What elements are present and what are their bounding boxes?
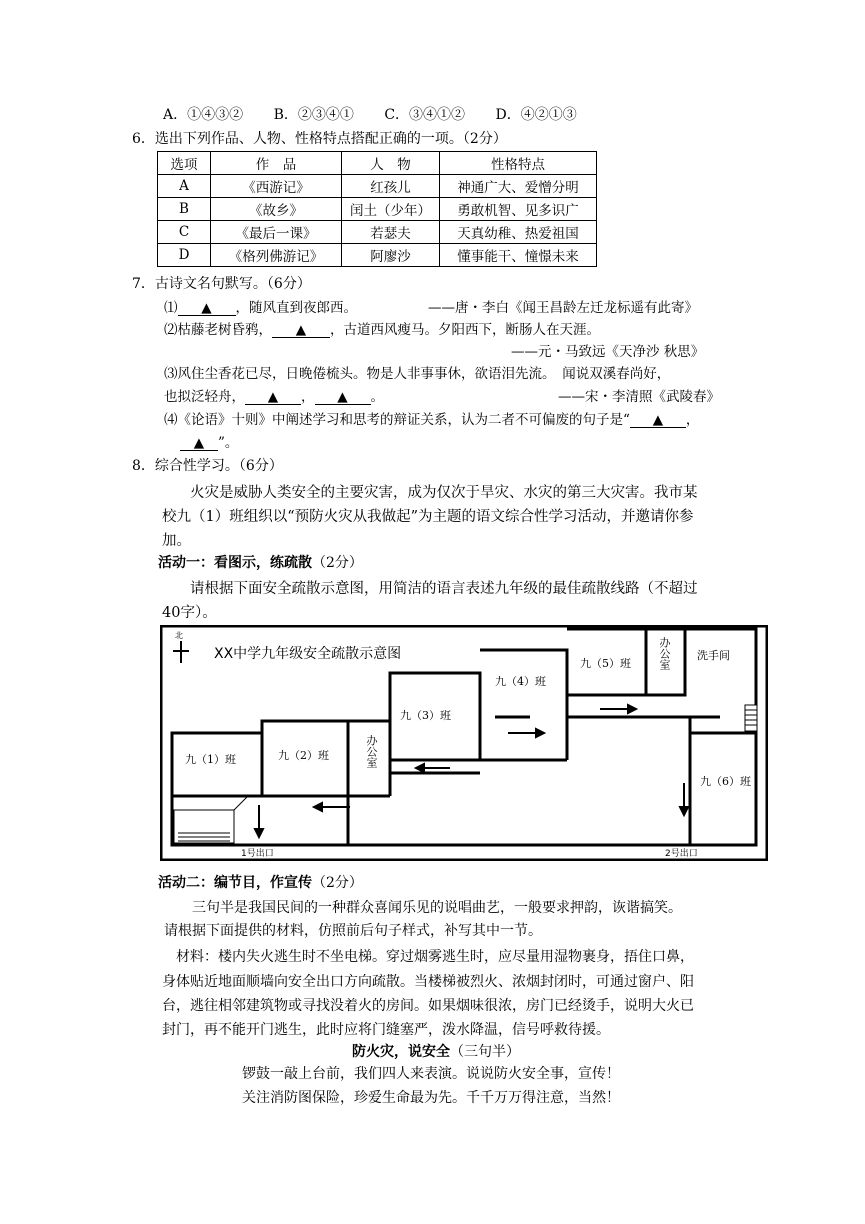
poem-line-1: 锣鼓一敲上台前，我们四人来表演。说说防火安全事，宣传！	[242, 1066, 620, 1082]
poem-line-2: 关注消防图保险，珍爱生命最为先。千千万万得注意，当然！	[242, 1090, 620, 1106]
material-line-4: 封门，再不能开门逃生，此时应将门缝塞严，泼水降温，信号呼救待援。	[162, 1022, 610, 1038]
room-label: 九（5）班	[580, 657, 631, 670]
table-row	[158, 198, 597, 221]
answer-blank[interactable]: ▲	[315, 390, 371, 405]
map-title: XX中学九年级安全疏散示意图	[214, 646, 402, 662]
exit-1-label: 1号出口	[241, 849, 274, 859]
room-label: 办公室	[365, 735, 378, 768]
poem-title: 防火灾，说安全	[352, 1044, 450, 1060]
activity-1-req-1: 请根据下面安全疏散示意图，用简洁的语言表述九年级的最佳疏散线路（不超过	[190, 581, 698, 597]
table-cell: 《故乡》	[211, 198, 342, 221]
poem-subtitle: （三句半）	[450, 1044, 520, 1060]
material-line-1: 材料：楼内失火逃生时不坐电梯。穿过烟雾逃生时，应尽量用湿物裹身，捂住口鼻，	[176, 949, 694, 965]
q6-table	[157, 151, 597, 267]
activity-1-heading	[158, 552, 363, 572]
q7-line-4a	[164, 408, 699, 428]
table-cell: 阿廖沙	[342, 244, 440, 267]
q7-line-2	[164, 318, 600, 338]
activity-2-heading	[158, 872, 363, 892]
room-label: 九（2）班	[278, 749, 329, 762]
q7-line-2-source: ——元・马致远《天净沙 秋思》	[511, 344, 705, 360]
q7-l4-text: ⑷《论语》十则》中阐述学习和思考的辩证关系，认为二者不可偏废的句子是“	[164, 412, 630, 428]
q7-l4b-end: ”。	[218, 435, 239, 451]
q8-intro-1: 火灾是威胁人类安全的主要灾害，成为仅次于旱灾、水灾的第三大灾害。我市某	[190, 485, 698, 501]
q7-line-3b	[164, 385, 384, 405]
q7-l4-end: ，	[685, 412, 700, 428]
q7-l2-pre: ⑵枯藤老树昏鸦，	[164, 322, 272, 338]
q7-l2-post: ，古道西风瘦马。夕阳西下，断肠人在天涯。	[330, 322, 600, 338]
table-cell: 《西游记》	[211, 175, 342, 198]
answer-blank[interactable]: ▲	[272, 323, 330, 338]
q7-line-1	[164, 296, 357, 316]
q6-stem: 6．选出下列作品、人物、性格特点搭配正确的一项。（2分）	[132, 131, 507, 147]
north-label: 北	[175, 631, 183, 640]
q8-intro-3: 加。	[162, 533, 191, 549]
poem-heading	[352, 1041, 520, 1061]
table-cell: 《最后一课》	[211, 221, 342, 244]
q7-line-4b	[180, 431, 238, 451]
q7-stem: 7．古诗文名句默写。（6分）	[132, 276, 311, 292]
table-cell: D	[158, 244, 211, 267]
table-cell: 勇敢机智、见多识广	[440, 198, 597, 221]
table-cell: B	[158, 198, 211, 221]
room-label: 九（4）班	[495, 675, 546, 688]
q5-option-c: C．③④①②	[384, 107, 466, 123]
material-line-3: 台，逃往相邻建筑物或寻找没着火的房间。如果烟味很浓，房门已经烫手，说明大火已	[162, 998, 694, 1014]
q7-line-1-source: ——唐・李白《闻王昌龄左迁龙标遥有此寄》	[428, 300, 698, 316]
room-label: 洗手间	[697, 649, 730, 662]
q5-options	[163, 104, 577, 124]
table-cell: 闰土（少年）	[342, 198, 440, 221]
q7-l1-text: ，随风直到夜郎西。	[235, 300, 357, 316]
q5-option-a: A．①④③②	[163, 107, 244, 123]
answer-blank[interactable]: ▲	[178, 301, 236, 316]
table-cell: C	[158, 221, 211, 244]
q5-option-b: B．②③④①	[273, 107, 354, 123]
activity-2-para-2: 请根据下面提供的材料，仿照前后句子样式，补写其中一节。	[164, 923, 542, 939]
q7-l1-num: ⑴	[164, 300, 178, 316]
table-header-row	[158, 152, 597, 175]
answer-blank[interactable]: ▲	[245, 390, 301, 405]
room-label: 办公室	[658, 637, 671, 670]
table-header-cell: 作 品	[211, 152, 342, 175]
table-header-cell: 性格特点	[440, 152, 597, 175]
activity-1-score: （2分）	[312, 555, 363, 571]
table-row	[158, 221, 597, 244]
table-cell: 若瑟夫	[342, 221, 440, 244]
q5-option-d: D．④②①③	[495, 107, 577, 123]
activity-2-para-1: 三句半是我国民间的一种群众喜闻乐见的说唱曲艺，一般要求押韵，诙谐搞笑。	[192, 900, 682, 916]
room-label: 九（6）班	[700, 775, 751, 788]
q7-l3b-pre: 也拟泛轻舟，	[164, 389, 245, 405]
answer-blank[interactable]: ▲	[180, 436, 218, 451]
activity-1-title: 活动一：看图示，练疏散	[158, 555, 312, 571]
answer-blank[interactable]: ▲	[630, 413, 686, 428]
q8-stem: 8．综合性学习。（6分）	[132, 458, 283, 474]
activity-2-title: 活动二：编节目，作宣传	[158, 875, 312, 891]
table-row	[158, 244, 597, 267]
room-label: 九（1）班	[185, 753, 236, 766]
table-cell: 《格列佛游记》	[211, 244, 342, 267]
evacuation-map	[160, 625, 768, 861]
q7-line-3a: ⑶风住尘香花已尽，日晚倦梳头。物是人非事事休，欲语泪先流。 闻说双溪春尚好，	[164, 366, 671, 382]
room-label: 九（3）班	[400, 709, 451, 722]
table-cell: 神通广大、爱憎分明	[440, 175, 597, 198]
q7-l3b-end: 。	[370, 389, 384, 405]
q7-line-3-source: ——宋・李清照《武陵春》	[558, 389, 720, 405]
material-line-2: 身体贴近地面顺墙向安全出口方向疏散。当楼梯被烈火、浓烟封闭时，可通过窗户、阳	[162, 974, 694, 990]
activity-2-score: （2分）	[312, 875, 363, 891]
q7-l3b-mid: ，	[301, 389, 315, 405]
activity-1-req-2: 40字）。	[162, 605, 217, 621]
table-cell: 红孩儿	[342, 175, 440, 198]
table-header-cell: 选项	[158, 152, 211, 175]
table-header-cell: 人 物	[342, 152, 440, 175]
q8-intro-2: 校九（1）班组织以“预防火灾从我做起”为主题的语文综合性学习活动，并邀请你参	[162, 509, 694, 525]
table-row	[158, 175, 597, 198]
table-cell: A	[158, 175, 211, 198]
table-cell: 天真幼稚、热爱祖国	[440, 221, 597, 244]
table-cell: 懂事能干、憧憬未来	[440, 244, 597, 267]
exit-2-label: 2号出口	[665, 849, 698, 859]
